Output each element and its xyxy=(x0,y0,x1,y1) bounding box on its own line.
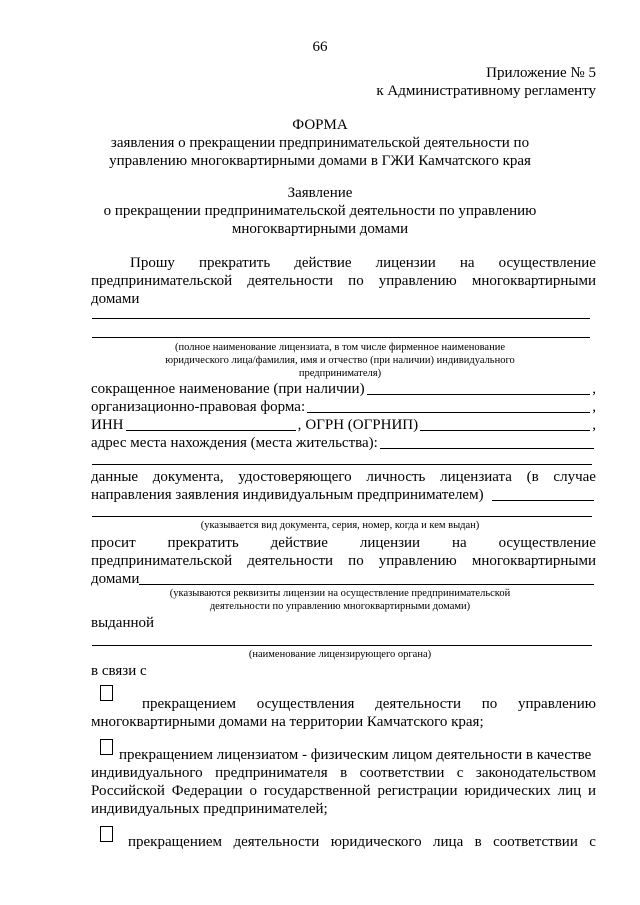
option1-checkbox[interactable] xyxy=(100,685,113,701)
ogrn-label: ОГРН (ОГРНИП) xyxy=(305,417,419,433)
licensee-note-line3: предпринимателя) xyxy=(298,368,382,379)
ogrn-field[interactable] xyxy=(420,430,590,431)
address-line2[interactable] xyxy=(92,464,592,465)
inn-ogrn-row: ИНН , ОГРН (ОГРНИП) , xyxy=(91,417,597,433)
form-title: ФОРМА xyxy=(292,117,348,133)
licensee-note-line2: юридического лица/фамилия, имя и отчество (при наличии) индивидуального xyxy=(165,355,515,366)
request-line1: Прошу прекратить действие лицензии на осуществление xyxy=(130,255,596,271)
asks-line2: предпринимательской деятельности по управлению многоквартирными xyxy=(91,553,596,569)
address-row xyxy=(91,434,596,452)
form-subtitle-line1: заявления о прекращении предпринимательской деятельности по xyxy=(110,135,530,151)
address-label: адрес места нахождения (места жительства): xyxy=(91,435,378,451)
asks-line1: просит прекратить действие лицензии на осуществление xyxy=(91,535,596,551)
short-name-label: сокращенное наименование (при наличии) xyxy=(91,381,365,397)
identity-line2: направления заявления индивидуальным предпринимателем) xyxy=(91,486,596,504)
reason-intro: в связи с xyxy=(91,663,147,679)
short-name-row: сокращенное наименование (при наличии) , xyxy=(91,381,596,397)
option3-line1: прекращением деятельности юридического лица в соответствии с xyxy=(128,834,596,850)
option2-line1: прекращением лицензиатом - физическим лицом деятельности в качестве xyxy=(119,747,592,763)
option1-line2: многоквартирными домами на территории Камчатского края; xyxy=(91,714,484,730)
page-number: 66 xyxy=(312,39,328,55)
option1-line1: прекращением осуществления деятельности по управлению xyxy=(142,696,596,712)
legal-form-field[interactable] xyxy=(307,412,590,413)
issuing-authority-field[interactable] xyxy=(92,645,592,646)
licensee-name-line2[interactable] xyxy=(92,337,590,338)
statement-subtitle-line1: о прекращении предпринимательской деятельности по управлению xyxy=(103,203,537,219)
option2-line4: индивидуальных предпринимателей; xyxy=(91,801,328,817)
appendix-reference: к Административному регламенту xyxy=(376,83,596,99)
address-field[interactable] xyxy=(380,448,594,449)
option2-checkbox[interactable] xyxy=(100,739,113,755)
statement-title: Заявление xyxy=(287,185,353,201)
appendix-number: Приложение № 5 xyxy=(486,65,596,81)
asks-line3: домами xyxy=(91,570,596,588)
identity-line1: данные документа, удостоверяющего личность лицензиата (в случае xyxy=(91,469,596,485)
request-line2: предпринимательской деятельности по управлению многоквартирными xyxy=(91,273,596,289)
option3-checkbox[interactable] xyxy=(100,826,113,842)
issued-label: выданной xyxy=(91,615,155,631)
inn-field[interactable] xyxy=(126,430,296,431)
licensee-name-line1[interactable] xyxy=(92,318,590,319)
license-details-field[interactable] xyxy=(139,584,594,585)
licensee-note-line1: (полное наименование лицензиата, в том числе фирменное наименование xyxy=(175,342,505,353)
statement-subtitle-line2: многоквартирными домами xyxy=(231,221,409,237)
issued-note: (наименование лицензирующего органа) xyxy=(248,649,432,660)
legal-form-label: организационно-правовая форма: xyxy=(91,399,306,415)
option2-line3: Российской Федерации о государственной регистрации юридических лиц и xyxy=(91,783,596,799)
option2-line2: индивидуального предпринимателя в соответствии с законодательством xyxy=(91,765,596,781)
identity-field[interactable] xyxy=(492,500,594,501)
short-name-field[interactable] xyxy=(367,394,591,395)
identity-note: (указывается вид документа, серия, номер, когда и кем выдан) xyxy=(200,520,480,531)
legal-form-row: организационно-правовая форма: , xyxy=(91,399,596,415)
asks-note-line1: (указываются реквизиты лицензии на осуществление предпринимательской xyxy=(169,588,511,599)
asks-note-line2: деятельности по управлению многоквартирными домами) xyxy=(209,601,471,612)
inn-label: ИНН xyxy=(91,417,124,433)
form-subtitle-line2: управлению многоквартирными домами в ГЖИ Камчатского края xyxy=(109,153,531,169)
request-line3: домами xyxy=(91,291,140,307)
identity-line3[interactable] xyxy=(92,516,592,517)
